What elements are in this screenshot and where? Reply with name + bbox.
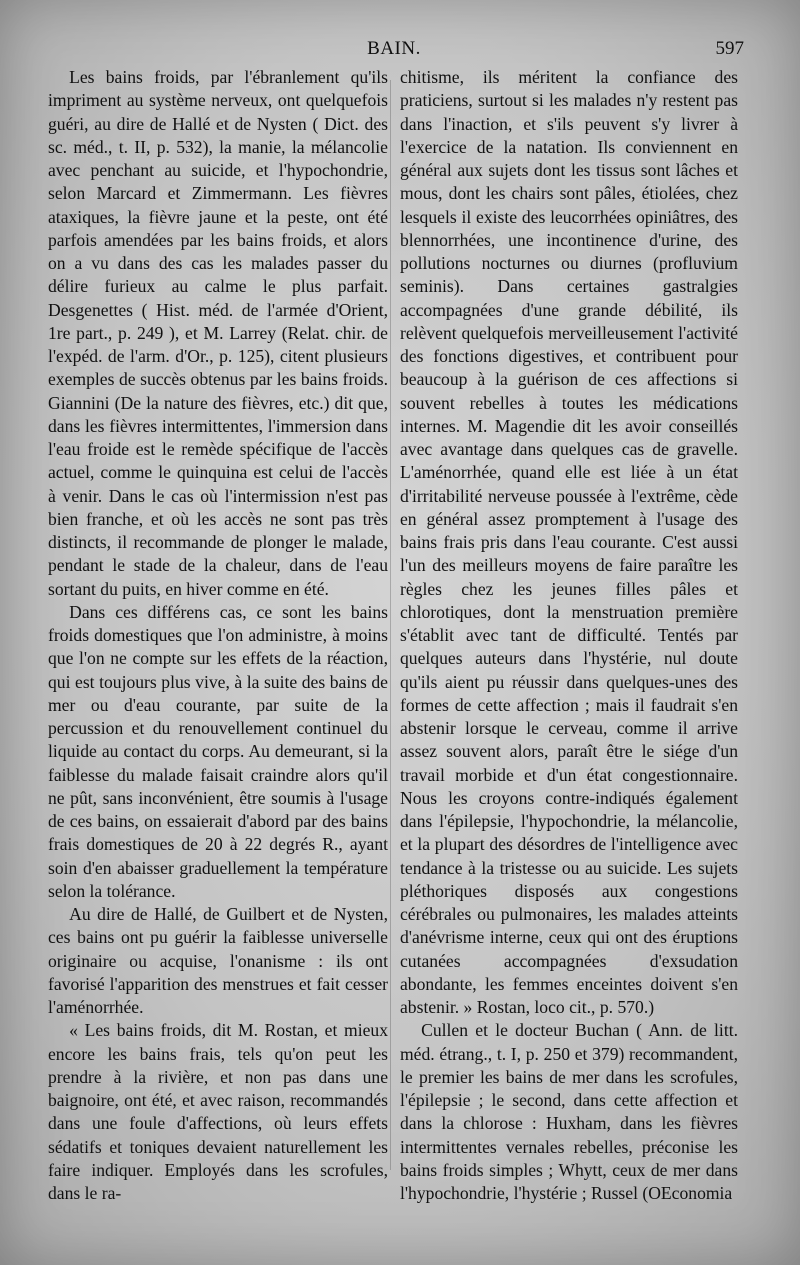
running-title: BAIN. [367, 38, 421, 59]
paragraph: Cullen et le docteur Buchan ( Ann. de litt. méd. étrang., t. I, p. 250 et 379) recommandent, le premier les bains de mer dans les scrofules, l'épilepsie ; le second, dans cette affection et dans la chlorose : Huxham, dans les fièvres intermittentes vernales rebelles, préconise les bains froids simples ; Whytt, ceux de mer dans l'hypochondrie, l'hystérie ; Russel (OEconomia [400, 1020, 738, 1203]
paragraph: Dans ces différens cas, ce sont les bains froids domestiques que l'on administre, à moins que l'on ne compte sur les effets de la réaction, qui est toujours plus vive, à la suite des bains de mer ou d'eau courante, par suite de la percussion et du renouvellement continuel du liquide au contact du corps. Au demeurant, si la faiblesse du malade faisait craindre alors qu'il ne pût, sans inconvénient, être soumis à l'usage de ces bains, on essaierait d'abord par des bains frais domestiques de 20 à 22 degrés R., ayant soin d'en abaisser graduellement la température selon la tolérance. [48, 601, 388, 901]
page-header [44, 38, 744, 68]
paragraph: « Les bains froids, dit M. Rostan, et mieux encore les bains frais, tels qu'on peut les prendre à la rivière, et non pas dans une baignoire, ont été, et avec raison, recommandés dans une foule d'affections, où leurs effets sédatifs et toniques devaient naturellement les faire indiquer. Employés dans les scrofules, dans le ra- [48, 1020, 388, 1203]
page-number: 597 [715, 38, 744, 59]
column-divider [390, 80, 391, 1170]
right-column [400, 66, 738, 1205]
left-column [48, 66, 388, 1205]
paragraph: chitisme, ils méritent la confiance des praticiens, surtout si les malades n'y restent pas dans l'inaction, et s'ils peuvent s'y livrer à l'exercice de la natation. Ils conviennent en général aux sujets dont les tissus sont lâches et mous, dont les chairs sont pâles, étiolées, chez lesquels il existe des leucorrhées opiniâtres, des blennorrhées, une incontinence d'urine, des pollutions nocturnes ou diurnes (profluvium seminis). Dans certaines gastralgies accompagnées d'une grande débilité, ils relèvent quelquefois merveilleusement l'activité des fonctions digestives, et contribuent pour beaucoup à la guérison de ces affections si souvent rebelles à toutes les médications internes. M. Magendie dit les avoir conseillés avec avantage dans quelques cas de gravelle. L'aménorrhée, quand elle est liée à un état d'irritabilité nerveuse poussée à l'extrême, cède en général assez promptement à l'usage des bains frais pris dans l'eau courante. C'est aussi l'un des meilleurs moyens de faire paraître les règles chez les jeunes filles pâles et chlorotiques, dont la menstruation première s'établit avec tant de difficulté. Tentés par quelques auteurs dans l'hystérie, nul doute qu'ils aient pu réussir dans quelques-unes des formes de cette affection ; mais il faudrait s'en abstenir lorsque le cerveau, comme il arrive assez souvent alors, paraît être le siége d'un travail morbide et d'un état congestionnaire. Nous les croyons contre-indiqués également dans l'épilepsie, l'hypochondrie, la mélancolie, et la plupart des désordres de l'intelligence avec tendance à la tristesse ou au suicide. Les sujets pléthoriques disposés aux congestions cérébrales ou pulmonaires, les malades atteints d'anévrisme interne, ceux qui ont des éruptions cutanées accompagnées d'exsudation abondante, les femmes enceintes doivent s'en abstenir. » Rostan, loco cit., p. 570.) [400, 67, 738, 1017]
paragraph: Les bains froids, par l'ébranlement qu'ils impriment au système nerveux, ont quelquefois guéri, au dire de Hallé et de Nysten ( Dict. des sc. méd., t. II, p. 532), la manie, la mélancolie avec penchant au suicide, et l'hypochondrie, selon Marcard et Zimmermann. Les fièvres ataxiques, la fièvre jaune et la peste, ont été parfois amendées par les bains froids, et alors on a vu dans des cas les malades passer du délire furieux au calme le plus parfait. Desgenettes ( Hist. méd. de l'armée d'Orient, 1re part., p. 249 ), et M. Larrey (Relat. chir. de l'expéd. de l'arm. d'Or., p. 125), citent plusieurs exemples de succès obtenus par les bains froids. Giannini (De la nature des fièvres, etc.) dit que, dans les fièvres intermittentes, l'immersion dans l'eau froide est le remède spécifique de l'accès actuel, comme le quinquina est celui de l'accès à venir. Dans le cas où l'intermission n'est pas bien franche, et où les accès ne sont pas très distincts, il recommande de plonger le malade, pendant le stade de la chaleur, dans de l'eau sortant du puits, en hiver comme en été. [48, 67, 388, 599]
paragraph: Au dire de Hallé, de Guilbert et de Nysten, ces bains ont pu guérir la faiblesse universelle originaire ou acquise, l'onanisme : ils ont favorisé l'apparition des menstrues et fait cesser l'aménorrhée. [48, 904, 388, 1017]
